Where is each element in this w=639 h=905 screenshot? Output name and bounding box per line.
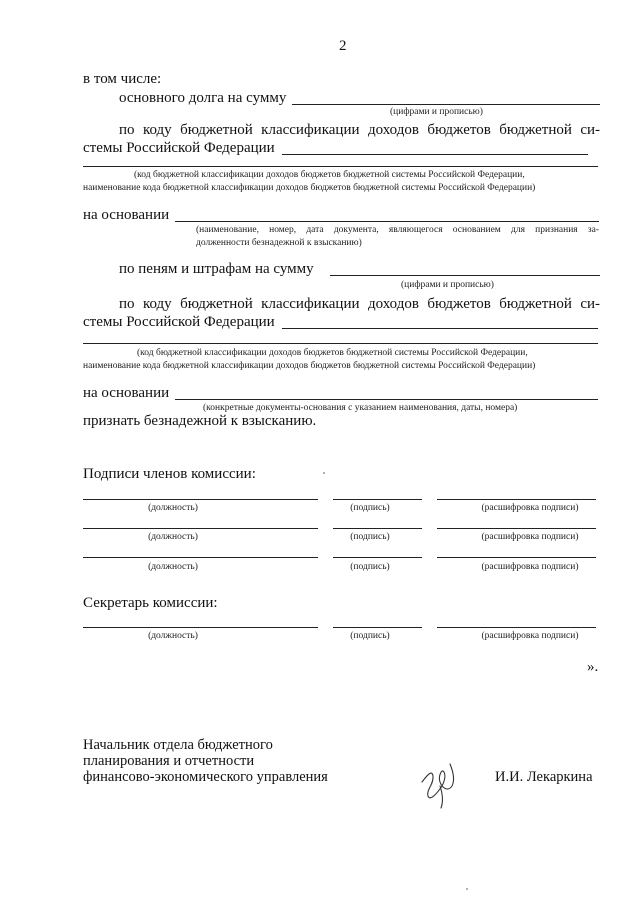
member3-signature-caption: (подпись) [350, 562, 390, 572]
secretary-position-caption: (должность) [148, 631, 198, 641]
member1-position-field[interactable] [83, 499, 318, 500]
secretary-decoding-caption: (расшифровка подписи) [481, 631, 579, 641]
kbk2-text-line1: по коду бюджетной классификации доходов бюджетов бюджетной си- [119, 296, 600, 312]
member1-signature-field[interactable] [333, 499, 422, 500]
kbk2-name-field[interactable] [83, 343, 598, 344]
basis-caption-2: долженности безнадежной к взысканию) [196, 238, 362, 248]
closing-quote: ». [587, 659, 599, 675]
member3-position-caption: (должность) [148, 562, 198, 572]
kbk-text-line1: по коду бюджетной классификации доходов бюджетов бюджетной си- [119, 122, 600, 138]
kbk2-code-field[interactable] [282, 328, 598, 329]
scan-speck [466, 888, 468, 890]
basis-document-field[interactable] [175, 221, 599, 222]
secretary-decoding-field[interactable] [437, 627, 596, 628]
principal-amount-field[interactable] [292, 104, 600, 105]
footer-position-line3: финансово-экономического управления [83, 769, 328, 785]
member1-decoding-field[interactable] [437, 499, 596, 500]
member1-decoding-caption: (расшифровка подписи) [481, 503, 579, 513]
member3-decoding-caption: (расшифровка подписи) [481, 562, 579, 572]
basis2-caption: (конкретные документы-основания с указанием наименования, даты, номера) [203, 403, 518, 413]
member2-signature-caption: (подпись) [350, 532, 390, 542]
footer-position-line2: планирования и отчетности [83, 753, 255, 769]
handwritten-signature [414, 756, 466, 812]
basis2-label: на основании [83, 385, 170, 401]
kbk2-text-line2: стемы Российской Федерации [83, 314, 275, 330]
intro-text: в том числе: [83, 71, 162, 87]
principal-label: основного долга на сумму [119, 90, 287, 106]
member3-position-field[interactable] [83, 557, 318, 558]
penalty-caption: (цифрами и прописью) [401, 280, 494, 290]
conclusion-text: признать безнадежной к взысканию. [83, 413, 317, 429]
basis-caption-1: (наименование, номер, дата документа, являющегося основанием для признания за- [196, 225, 599, 235]
scan-speck [323, 472, 325, 474]
member2-position-caption: (должность) [148, 532, 198, 542]
penalty-label: по пеням и штрафам на сумму [119, 261, 314, 277]
kbk2-caption-1: (код бюджетной классификации доходов бюджетов бюджетной системы Российской Федерации, [137, 348, 528, 358]
secretary-signature-field[interactable] [333, 627, 422, 628]
kbk-caption-2: наименование кода бюджетной классификации доходов бюджетов бюджетной системы Российской Федерации) [83, 183, 536, 193]
basis-label: на основании [83, 207, 170, 223]
member3-decoding-field[interactable] [437, 557, 596, 558]
member2-decoding-field[interactable] [437, 528, 596, 529]
footer-position-line1: Начальник отдела бюджетного [83, 737, 273, 753]
secretary-signature-caption: (подпись) [350, 631, 390, 641]
basis2-document-field[interactable] [175, 399, 598, 400]
member3-signature-field[interactable] [333, 557, 422, 558]
member1-position-caption: (должность) [148, 503, 198, 513]
member2-position-field[interactable] [83, 528, 318, 529]
kbk-text-line2: стемы Российской Федерации [83, 140, 275, 156]
footer-signatory-name: И.И. Лекаркина [495, 769, 593, 785]
kbk-code-field[interactable] [282, 154, 588, 155]
kbk2-caption-2: наименование кода бюджетной классификации доходов бюджетов бюджетной системы Российской Федерации) [83, 361, 536, 371]
page-number: 2 [339, 38, 347, 54]
kbk-name-field[interactable] [83, 166, 598, 167]
member1-signature-caption: (подпись) [350, 503, 390, 513]
members-heading: Подписи членов комиссии: [83, 466, 256, 482]
secretary-heading: Секретарь комиссии: [83, 595, 218, 611]
secretary-position-field[interactable] [83, 627, 318, 628]
kbk-caption-1: (код бюджетной классификации доходов бюджетов бюджетной системы Российской Федерации, [134, 170, 525, 180]
penalty-amount-field[interactable] [330, 275, 600, 276]
principal-caption: (цифрами и прописью) [390, 107, 483, 117]
member2-signature-field[interactable] [333, 528, 422, 529]
member2-decoding-caption: (расшифровка подписи) [481, 532, 579, 542]
